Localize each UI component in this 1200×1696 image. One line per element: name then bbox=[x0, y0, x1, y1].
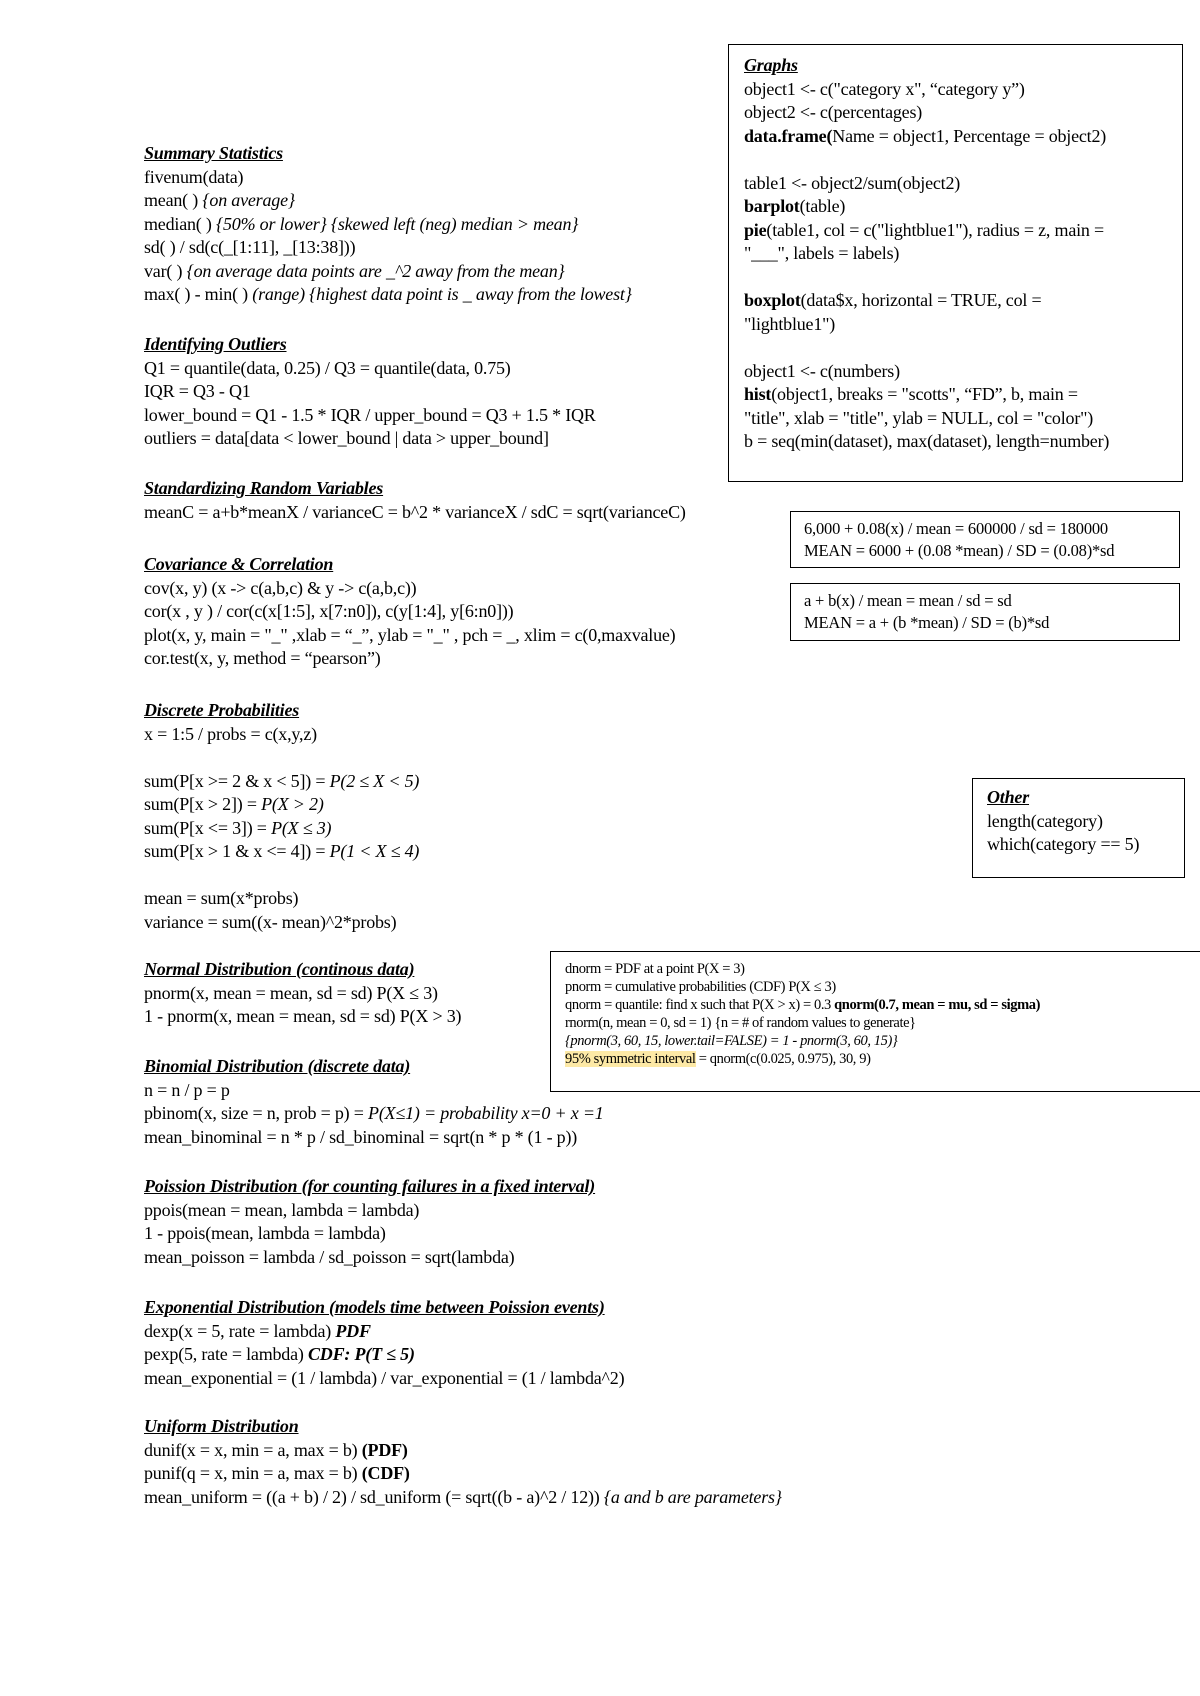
sum-4-note: P(1 < X ≤ 4) bbox=[329, 841, 420, 861]
exponential-heading: Exponential Distribution (models time between Poission events) bbox=[144, 1297, 605, 1317]
poisson-line-3: mean_poisson = lambda / sd_poisson = sqrt(lambda) bbox=[144, 1246, 515, 1267]
dnorm-line: dnorm = PDF at a point P(X = 3) bbox=[565, 961, 745, 977]
graphs-line-11 bbox=[744, 383, 1109, 407]
mean-note: {on average} bbox=[202, 190, 295, 210]
graphs-heading: Graphs bbox=[744, 55, 798, 75]
pbinom-note: P(X≤1) = probability x=0 + x =1 bbox=[368, 1103, 604, 1123]
graphs-line-5 bbox=[744, 195, 1109, 219]
exponential-line-2 bbox=[144, 1343, 624, 1367]
graphs-line-3 bbox=[744, 125, 1109, 149]
outliers-section bbox=[144, 333, 596, 451]
pbinom-code: pbinom(x, size = n, prob = p) = bbox=[144, 1103, 369, 1123]
graphs-box bbox=[728, 44, 1183, 482]
symmetric-interval-highlight: 95% symmetric interval bbox=[565, 1051, 696, 1067]
example1-line-2: MEAN = 6000 + (0.08 *mean) / SD = (0.08)*sd bbox=[804, 540, 1115, 560]
dexp-code: dexp(x = 5, rate = lambda) bbox=[144, 1320, 336, 1341]
range-code: max( ) - min( ) bbox=[144, 284, 248, 304]
range-note: (range) {highest data point is _ away from the lowest} bbox=[252, 284, 632, 304]
exponential-line-1 bbox=[144, 1320, 624, 1344]
dunif-note: (PDF) bbox=[361, 1439, 408, 1460]
other-box bbox=[972, 778, 1185, 878]
sum-1-code: sum(P[x >= 2 & x < 5]) = bbox=[144, 770, 330, 791]
uniform-heading: Uniform Distribution bbox=[144, 1416, 299, 1436]
outliers-line-4: outliers = data[data < lower_bound | data > upper_bound] bbox=[144, 428, 549, 448]
sum-3-note: P(X ≤ 3) bbox=[271, 817, 332, 838]
graphs-line-6 bbox=[744, 219, 1109, 243]
var-line bbox=[144, 260, 632, 284]
normal-line-2: 1 - pnorm(x, mean = mean, sd = sd) P(X > 3) bbox=[144, 1006, 462, 1026]
symmetric-interval-code: = qnorm(c(0.025, 0.975), 30, 9) bbox=[695, 1051, 871, 1067]
binomial-heading: Binomial Distribution (discrete data) bbox=[144, 1056, 411, 1076]
covariance-line-3: plot(x, y, main = "_" ,xlab = “_”, ylab = "_" , pch = _, xlim = c(0,maxvalue) bbox=[144, 624, 676, 645]
outliers-line-3: lower_bound = Q1 - 1.5 * IQR / upper_bound = Q3 + 1.5 * IQR bbox=[144, 404, 596, 425]
poisson-line-2: 1 - ppois(mean, lambda = lambda) bbox=[144, 1223, 386, 1243]
linear-transform-general-box bbox=[790, 583, 1180, 641]
data-frame-keyword: data.frame( bbox=[744, 125, 833, 146]
qnorm-example: qnorm(0.7, mean = mu, sd = sigma) bbox=[834, 997, 1041, 1013]
poisson-section bbox=[144, 1175, 595, 1269]
other-heading: Other bbox=[987, 787, 1030, 807]
mean-code: mean( ) bbox=[144, 190, 199, 210]
discrete-heading: Discrete Probabilities bbox=[144, 700, 300, 720]
dunif-code: dunif(x = x, min = a, max = b) bbox=[144, 1439, 362, 1460]
discrete-section bbox=[144, 699, 419, 934]
sd-line: sd( ) / sd(c(_[1:11], _[13:38])) bbox=[144, 237, 356, 257]
boxplot-keyword: boxplot bbox=[744, 290, 801, 310]
graphs-line-7: "___", labels = labels) bbox=[744, 243, 900, 263]
range-line bbox=[144, 283, 632, 307]
pie-keyword: pie bbox=[744, 219, 767, 240]
covariance-line-2: cor(x , y ) / cor(c(x[1:5], x[7:n0]), c(y[1:4], y[6:n0])) bbox=[144, 601, 514, 621]
discrete-sum-4 bbox=[144, 840, 419, 864]
sum-2-note: P(X > 2) bbox=[261, 794, 324, 814]
dexp-note: PDF bbox=[335, 1320, 371, 1341]
outliers-line-2: IQR = Q3 - Q1 bbox=[144, 381, 251, 401]
normal-section bbox=[144, 958, 461, 1029]
discrete-sum-1 bbox=[144, 770, 419, 794]
sum-4-code: sum(P[x > 1 & x <= 4]) = bbox=[144, 841, 330, 861]
summary-statistics-heading: Summary Statistics bbox=[144, 143, 283, 163]
covariance-line-1: cov(x, y) (x -> c(a,b,c) & y -> c(a,b,c)) bbox=[144, 577, 417, 598]
normal-line-1: pnorm(x, mean = mean, sd = sd) P(X ≤ 3) bbox=[144, 982, 438, 1003]
discrete-sum-3 bbox=[144, 817, 419, 841]
median-code: median( ) bbox=[144, 213, 212, 234]
normal-heading: Normal Distribution (continous data) bbox=[144, 959, 415, 979]
example2-line-2: MEAN = a + (b *mean) / SD = (b)*sd bbox=[804, 612, 1050, 632]
uniform-line-2 bbox=[144, 1462, 782, 1486]
var-note: {on average data points are _^2 away from the mean} bbox=[186, 260, 565, 281]
normal-functions-box bbox=[550, 951, 1200, 1092]
sum-1-note: P(2 ≤ X < 5) bbox=[329, 770, 420, 791]
qnorm-line bbox=[565, 996, 1040, 1014]
barplot-keyword: barplot bbox=[744, 196, 800, 216]
exponential-line-3: mean_exponential = (1 / lambda) / var_exponential = (1 / lambda^2) bbox=[144, 1367, 625, 1388]
example2-line-1: a + b(x) / mean = mean / sd = sd bbox=[804, 591, 1012, 610]
summary-statistics-section bbox=[144, 142, 632, 307]
discrete-line-1: x = 1:5 / probs = c(x,y,z) bbox=[144, 723, 317, 744]
hist-keyword: hist bbox=[744, 384, 772, 404]
sum-3-code: sum(P[x <= 3]) = bbox=[144, 817, 272, 838]
median-note: {50% or lower} {skewed left (neg) median > mean} bbox=[215, 213, 579, 234]
graphs-line-9: "lightblue1") bbox=[744, 313, 836, 334]
graphs-line-13: b = seq(min(dataset), max(dataset), length=number) bbox=[744, 431, 1110, 451]
mean-uniform-note: {a and b are parameters} bbox=[603, 1486, 782, 1507]
outliers-heading: Identifying Outliers bbox=[144, 334, 287, 354]
boxplot-args: (data$x, horizontal = TRUE, col = bbox=[800, 290, 1042, 310]
example1-line-1: 6,000 + 0.08(x) / mean = 600000 / sd = 180000 bbox=[804, 519, 1108, 538]
uniform-section bbox=[144, 1415, 782, 1509]
barplot-args: (table) bbox=[799, 196, 846, 216]
standardizing-heading: Standardizing Random Variables bbox=[144, 478, 384, 498]
graphs-line-2: object2 <- c(percentages) bbox=[744, 102, 923, 122]
punif-note: (CDF) bbox=[361, 1463, 410, 1483]
graphs-line-1: object1 <- c("category x", “category y”) bbox=[744, 78, 1025, 99]
symmetric-interval-line bbox=[565, 1050, 1040, 1068]
pexp-code: pexp(5, rate = lambda) bbox=[144, 1344, 308, 1364]
uniform-line-3 bbox=[144, 1486, 782, 1510]
binomial-line-2 bbox=[144, 1102, 604, 1126]
punif-code: punif(q = x, min = a, max = b) bbox=[144, 1463, 362, 1483]
graphs-line-4: table1 <- object2/sum(object2) bbox=[744, 172, 961, 193]
graphs-line-8 bbox=[744, 289, 1109, 313]
other-line-1: length(category) bbox=[987, 810, 1103, 831]
binomial-section bbox=[144, 1055, 604, 1149]
standardizing-section bbox=[144, 477, 686, 524]
uniform-line-1 bbox=[144, 1439, 782, 1463]
mean-uniform-code: mean_uniform = ((a + b) / 2) / sd_uniform (= sqrt((b - a)^2 / 12)) bbox=[144, 1486, 604, 1507]
exponential-section bbox=[144, 1296, 624, 1390]
poisson-heading: Poission Distribution (for counting failures in a fixed interval) bbox=[144, 1176, 596, 1196]
pnorm-upper-tail-line: {pnorm(3, 60, 15, lower.tail=FALSE) = 1 - pnorm(3, 60, 15)} bbox=[565, 1033, 898, 1049]
discrete-sum-2 bbox=[144, 793, 419, 817]
standardizing-line-1: meanC = a+b*meanX / varianceC = b^2 * varianceX / sdC = sqrt(varianceC) bbox=[144, 501, 686, 522]
qnorm-code: qnorm = quantile: find x such that P(X > x) = 0.3 bbox=[565, 997, 835, 1013]
sum-2-code: sum(P[x > 2]) = bbox=[144, 794, 262, 814]
median-line bbox=[144, 213, 632, 237]
outliers-line-1: Q1 = quantile(data, 0.25) / Q3 = quantile(data, 0.75) bbox=[144, 357, 511, 378]
hist-args: (object1, breaks = "scotts", “FD”, b, main = bbox=[771, 384, 1078, 404]
pnorm-line: pnorm = cumulative probabilities (CDF) P(X ≤ 3) bbox=[565, 979, 836, 995]
discrete-mean: mean = sum(x*probs) bbox=[144, 888, 299, 908]
covariance-heading: Covariance & Correlation bbox=[144, 554, 334, 574]
graphs-line-10: object1 <- c(numbers) bbox=[744, 360, 900, 381]
mean-line bbox=[144, 189, 632, 213]
discrete-variance: variance = sum((x- mean)^2*probs) bbox=[144, 911, 397, 932]
var-code: var( ) bbox=[144, 260, 183, 281]
covariance-section bbox=[144, 553, 675, 671]
pie-args: (table1, col = c("lightblue1"), radius = z, main = bbox=[766, 219, 1104, 240]
poisson-line-1: ppois(mean = mean, lambda = lambda) bbox=[144, 1199, 420, 1220]
other-line-2: which(category == 5) bbox=[987, 834, 1140, 854]
covariance-line-4: cor.test(x, y, method = “pearson”) bbox=[144, 648, 381, 668]
binomial-line-3: mean_binominal = n * p / sd_binominal = sqrt(n * p * (1 - p)) bbox=[144, 1126, 578, 1147]
binomial-line-1: n = n / p = p bbox=[144, 1079, 230, 1100]
fivenum-line: fivenum(data) bbox=[144, 166, 244, 187]
rnorm-line: rnorm(n, mean = 0, sd = 1) {n = # of random values to generate} bbox=[565, 1015, 916, 1031]
data-frame-args: Name = object1, Percentage = object2) bbox=[832, 125, 1107, 146]
linear-transform-example-box bbox=[790, 511, 1180, 568]
pexp-note: CDF: P(T ≤ 5) bbox=[307, 1344, 415, 1364]
graphs-line-12: "title", xlab = "title", ylab = NULL, col = "color") bbox=[744, 407, 1094, 428]
